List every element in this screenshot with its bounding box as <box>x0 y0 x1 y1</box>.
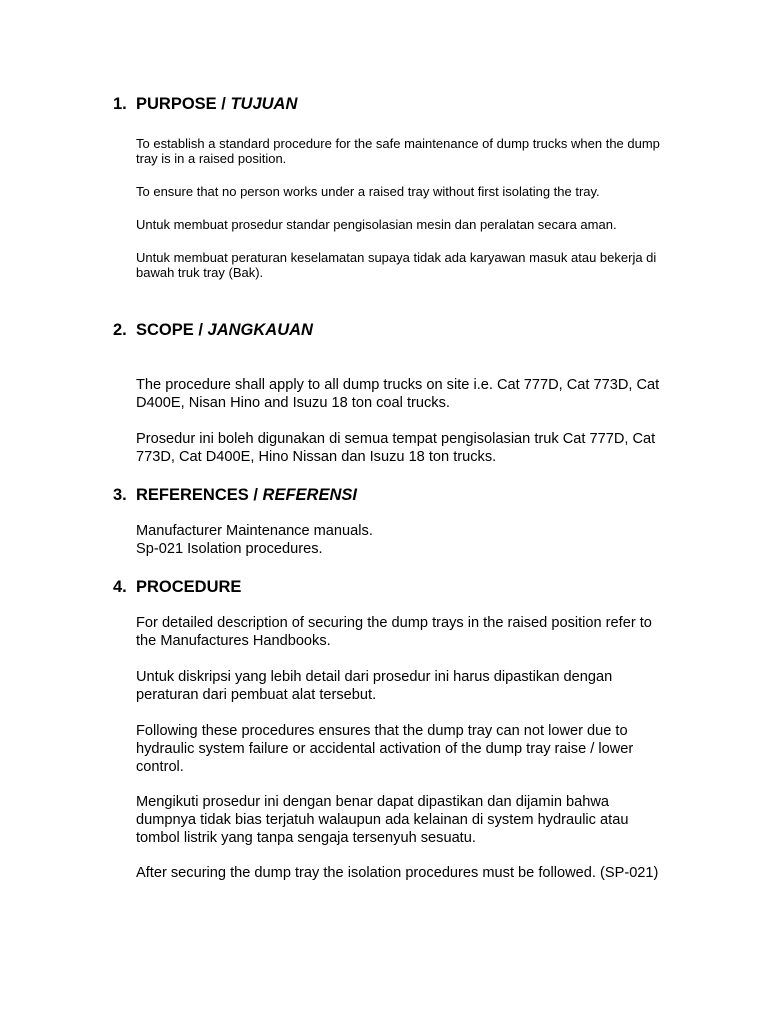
section-1-heading <box>113 94 297 114</box>
section-1-paragraph-4: Untuk membuat peraturan keselamatan supaya tidak ada karyawan masuk atau bekerja di bawah truk tray (Bak). <box>136 250 657 280</box>
section-3-reference-2: Sp-021 Isolation procedures. <box>136 541 323 557</box>
section-2-number: 2. <box>113 321 127 339</box>
section-3-heading <box>113 485 357 505</box>
section-1-title: PURPOSE / <box>136 95 231 113</box>
section-4-number: 4. <box>113 578 127 596</box>
section-4-paragraph-1: For detailed description of securing the dump trays in the raised position refer to the Manufactures Handbooks. <box>136 615 652 649</box>
section-3-title: REFERENCES / <box>136 486 263 504</box>
section-1-number: 1. <box>113 95 127 113</box>
section-1-title-alt: TUJUAN <box>230 95 298 113</box>
section-2-paragraph-2: Prosedur ini boleh digunakan di semua tempat pengisolasian truk Cat 777D, Cat 773D, Cat D400E, Hino Nissan dan Isuzu 18 ton trucks. <box>136 431 656 465</box>
section-4-paragraph-5: After securing the dump tray the isolation procedures must be followed. (SP-021) <box>136 865 659 881</box>
section-1-paragraph-3: Untuk membuat prosedur standar pengisolasian mesin dan peralatan secara aman. <box>136 217 617 232</box>
section-2-title-alt: JANGKAUAN <box>207 321 313 339</box>
section-2-title: SCOPE / <box>136 321 208 339</box>
section-2-heading <box>113 320 313 340</box>
section-1-paragraph-1: To establish a standard procedure for the safe maintenance of dump trucks when the dump tray is in a raised position. <box>136 136 660 166</box>
section-3-reference-1: Manufacturer Maintenance manuals. <box>136 523 373 539</box>
section-4-heading <box>113 577 241 597</box>
section-4-paragraph-2: Untuk diskripsi yang lebih detail dari prosedur ini harus dipastikan dengan peraturan dari pembuat alat tersebut. <box>136 669 613 703</box>
section-4-paragraph-3: Following these procedures ensures that the dump tray can not lower due to hydraulic system failure or accidental activation of the dump tray raise / lower control. <box>136 723 634 775</box>
section-3-number: 3. <box>113 486 127 504</box>
section-2-paragraph-1: The procedure shall apply to all dump trucks on site i.e. Cat 777D, Cat 773D, Cat D400E, Nisan Hino and Isuzu 18 ton coal trucks. <box>136 377 660 411</box>
section-1-paragraph-2: To ensure that no person works under a raised tray without first isolating the tray. <box>136 184 600 199</box>
section-4-title: PROCEDURE <box>136 578 242 596</box>
section-3-title-alt: REFERENSI <box>262 486 357 504</box>
section-4-paragraph-4: Mengikuti prosedur ini dengan benar dapat dipastikan dan dijamin bahwa dumpnya tidak bias terjatuh walaupun ada kelainan di system hydraulic atau tombol listrik yang tanpa sengaja tersenyuh sesuatu. <box>136 794 629 846</box>
